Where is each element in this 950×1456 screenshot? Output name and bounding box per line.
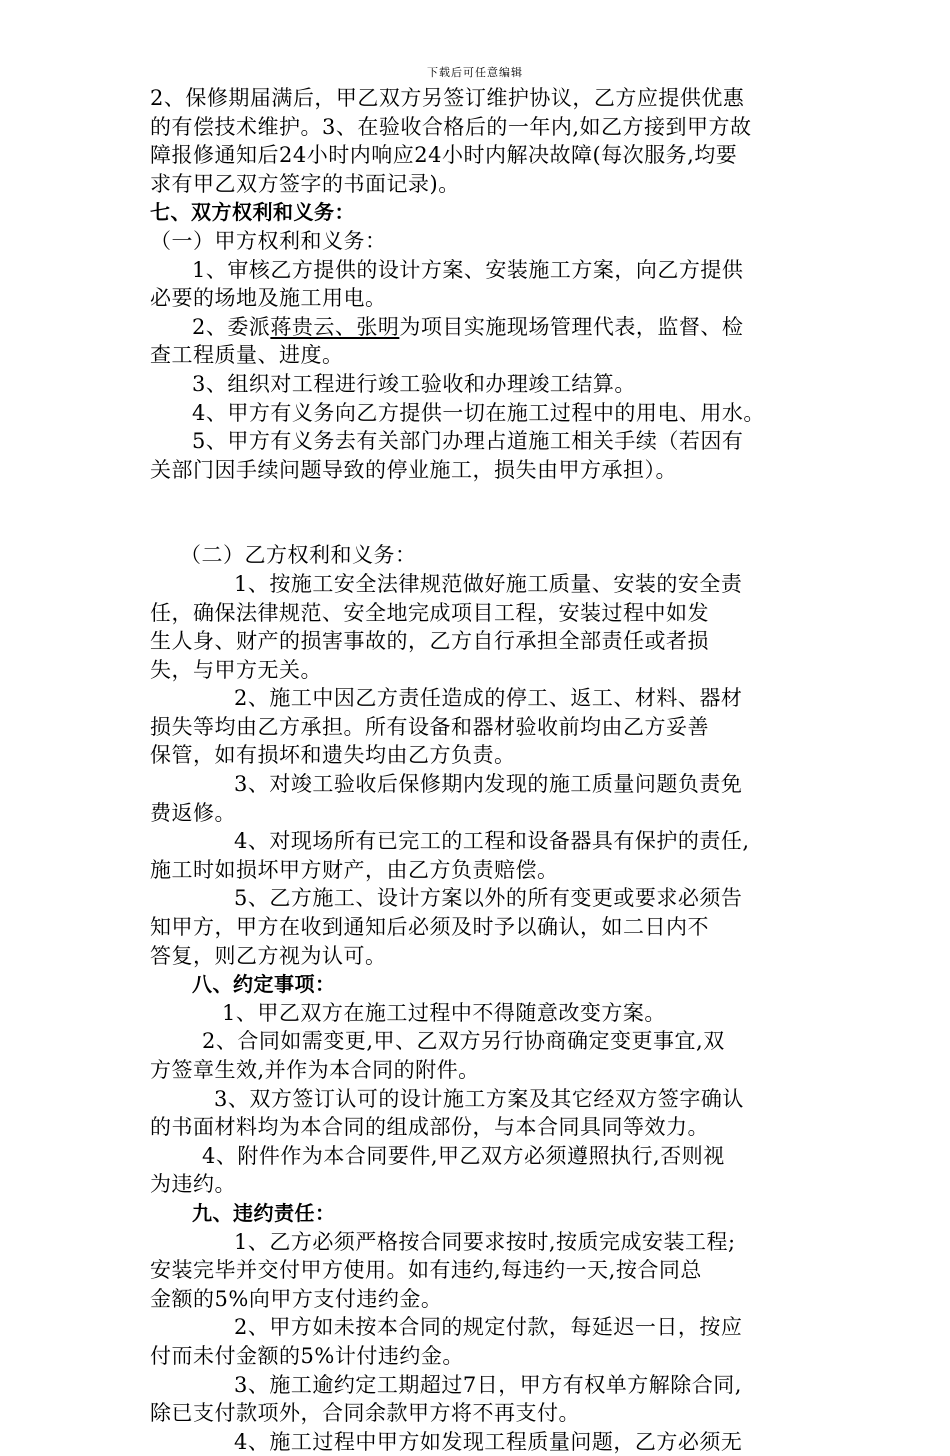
text-line: 知甲方，甲方在收到通知后必须及时予以确认，如二日内不 (150, 915, 709, 940)
text-line: 任，确保法律规范、安全地完成项目工程，安装过程中如发 (150, 600, 709, 625)
section-heading-9: 九、违约责任： (192, 1200, 336, 1225)
text-line: 5、乙方施工、设计方案以外的所有变更或要求必须告 (234, 886, 743, 911)
text-line: 损失等均由乙方承担。所有设备和器材验收前均由乙方妥善 (150, 714, 709, 739)
text-line: 查工程质量、进度。 (150, 343, 344, 368)
text-segment: 为项目实施现场管理代表，监督、检 (399, 314, 744, 339)
text-line: 生人身、财产的损害事故的，乙方自行承担全部责任或者损 (150, 629, 709, 654)
text-line: 4、对现场所有已完工的工程和设备器具有保护的责任, (234, 829, 750, 854)
text-line: 金额的5%向甲方支付违约金。 (150, 1286, 443, 1311)
text-line: 2、甲方如未按本合同的规定付款，每延迟一日，按应 (234, 1315, 743, 1340)
text-line: 施工时如损坏甲方财产，由乙方负责赔偿。 (150, 857, 559, 882)
text-line: 为违约。 (150, 1172, 236, 1197)
subsection-heading-party-b: （二）乙方权利和义务： (180, 543, 417, 568)
text-line: 方签章生效,并作为本合同的附件。 (150, 1058, 480, 1082)
representative-names: 蒋贵云、张明 (270, 314, 400, 339)
text-line: 费返修。 (150, 800, 236, 825)
section-heading-7: 七、双方权利和义务： (150, 200, 355, 225)
text-line: 2、施工中因乙方责任造成的停工、返工、材料、器材 (234, 686, 743, 711)
text-line: 必要的场地及施工用电。 (150, 286, 387, 311)
text-line: 失，与甲方无关。 (150, 657, 322, 682)
text-segment: 2、委派 (192, 314, 271, 339)
text-line: 保管，如有损坏和遗失均由乙方负责。 (150, 743, 516, 768)
section-heading-8: 八、约定事项： (192, 972, 336, 997)
text-line: 5、甲方有义务去有关部门办理占道施工相关手续（若因有 (192, 429, 744, 454)
blank-space (150, 484, 815, 541)
text-line: 4、附件作为本合同要件,甲乙双方必须遵照执行,否则视 (202, 1143, 725, 1168)
text-line: 答复，则乙方视为认可。 (150, 943, 387, 968)
page-header: 下载后可任意编辑 (427, 66, 523, 79)
text-line: 求有甲乙双方签字的书面记录)。 (150, 171, 460, 196)
text-line: 的书面材料均为本合同的组成部份，与本合同具同等效力。 (150, 1115, 709, 1140)
text-line: 除已支付款项外，合同余款甲方将不再支付。 (150, 1401, 580, 1426)
text-line: 1、乙方必须严格按合同要求按时,按质完成安装工程; (234, 1229, 736, 1254)
text-line: 4、甲方有义务向乙方提供一切在施工过程中的用电、用水。 (192, 400, 765, 425)
text-line: 3、组织对工程进行竣工验收和办理竣工结算。 (192, 371, 636, 396)
text-line: 关部门因手续问题导致的停业施工，损失由甲方承担）。 (150, 457, 677, 482)
text-line: 4、施工过程中甲方如发现工程质量问题，乙方必须无 (234, 1429, 743, 1454)
subsection-heading-party-a: （一）甲方权利和义务： (150, 228, 387, 253)
text-line: 3、双方签订认可的设计施工方案及其它经双方签字确认 (214, 1086, 744, 1111)
contract-body (150, 84, 815, 1456)
text-line: 1、甲乙双方在施工过程中不得随意改变方案。 (222, 1000, 666, 1025)
text-line: 的有偿技术维护。3、在验收合格后的一年内,如乙方接到甲方故 (150, 114, 752, 139)
text-line: 3、对竣工验收后保修期内发现的施工质量问题负责免 (234, 772, 743, 797)
text-line: 2、保修期届满后，甲乙双方另签订维护协议，乙方应提供优惠 (150, 86, 745, 110)
text-line: 3、施工逾约定工期超过7日，甲方有权单方解除合同, (234, 1372, 742, 1397)
text-line: 安装完毕并交付甲方使用。如有违约,每违约一天,按合同总 (150, 1258, 702, 1283)
text-line: 付而未付金额的5%计付违约金。 (150, 1343, 464, 1368)
text-line: 1、按施工安全法律规范做好施工质量、安装的安全责 (234, 571, 743, 596)
text-line: 1、审核乙方提供的设计方案、安装施工方案，向乙方提供 (192, 257, 744, 282)
text-line: 2、合同如需变更,甲、乙双方另行协商确定变更事宜,双 (202, 1029, 725, 1054)
text-line: 障报修通知后24小时内响应24小时内解决故障(每次服务,均要 (150, 143, 738, 168)
text-line (150, 313, 815, 342)
